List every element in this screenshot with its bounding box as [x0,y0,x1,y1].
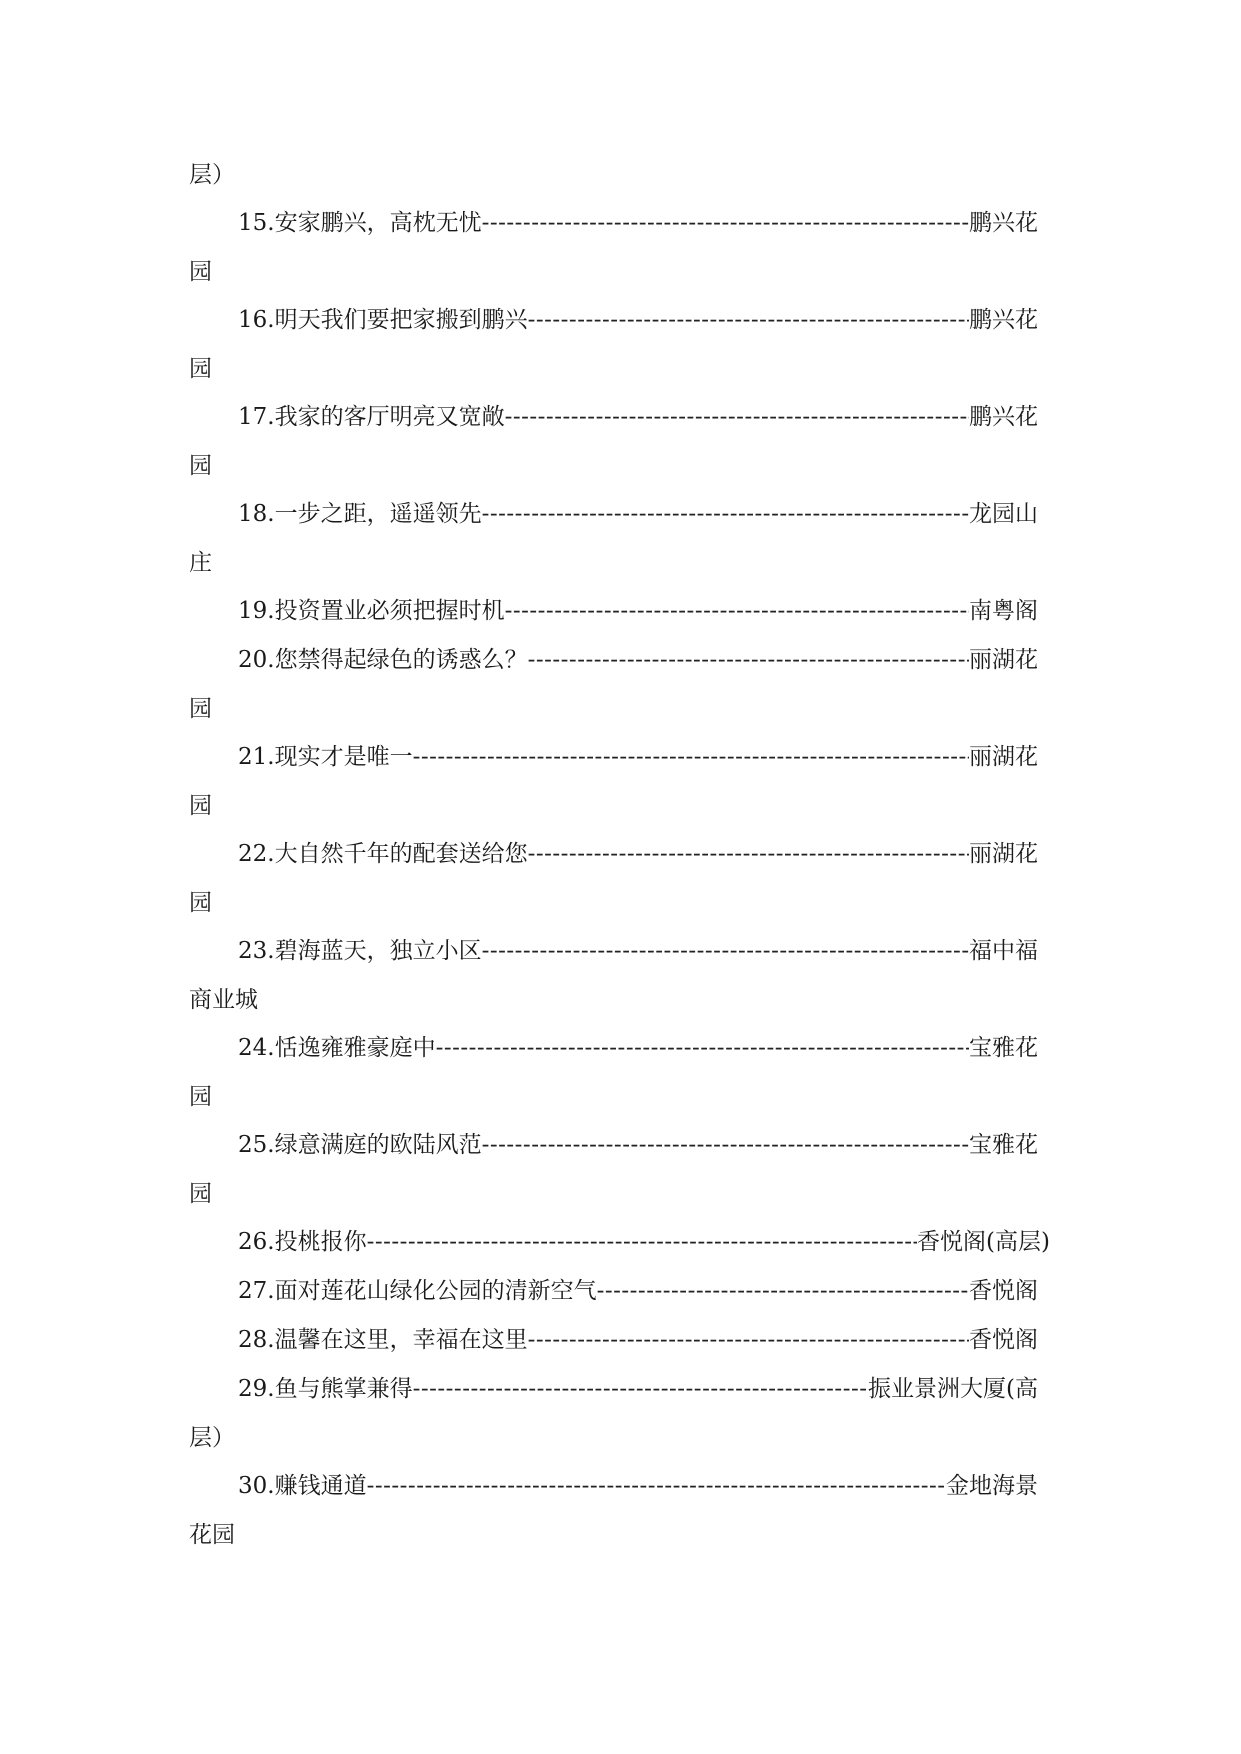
list-item [238,206,1038,240]
leader-dashes [367,1469,946,1503]
list-item [238,303,1038,337]
item-number: 22. [238,841,275,867]
leader-dashes [482,206,969,240]
list-item [238,837,1038,871]
leader-dashes [505,400,969,434]
item-number: 21. [238,744,275,770]
item-slogan: 您禁得起绿色的诱惑么？ [274,647,528,673]
item-slogan: 一步之距，遥遥领先 [274,501,482,527]
item-destination: 香悦阁 [969,1327,1038,1353]
item-slogan: 恬逸雍雅豪庭中 [274,1035,436,1061]
leader-dashes [482,497,969,531]
leader-dashes [505,594,969,628]
leader-dashes [528,1323,969,1357]
item-slogan: 我家的客厅明亮又宽敞 [274,404,505,430]
item-slogan: 绿意满庭的欧陆风范 [274,1132,482,1158]
item-destination: 鹏兴花 [969,404,1038,430]
item-number: 29. [238,1376,275,1402]
item-destination: 鹏兴花 [969,307,1038,333]
item-destination: 宝雅花 [969,1132,1038,1158]
continuation-line: 层） [189,162,235,188]
item-number: 17. [238,404,275,430]
continuation-line: 园 [189,259,212,285]
list-item [238,497,1038,531]
list-item [238,1469,1038,1503]
item-slogan: 赚钱通道 [274,1473,367,1499]
continuation-line: 商业城 [189,987,258,1013]
item-slogan: 碧海蓝天，独立小区 [274,938,482,964]
item-destination: 香悦阁 [969,1278,1038,1304]
item-slogan: 明天我们要把家搬到鹏兴 [274,307,528,333]
list-item [238,1031,1038,1065]
item-slogan: 面对莲花山绿化公园的清新空气 [274,1278,597,1304]
item-slogan: 现实才是唯一 [274,744,413,770]
item-slogan: 鱼与熊掌兼得 [274,1376,413,1402]
item-destination: 振业景洲大厦(高 [868,1376,1038,1402]
item-slogan: 投资置业必须把握时机 [274,598,505,624]
list-item [238,934,1038,968]
item-destination: 福中福 [969,938,1038,964]
leader-dashes [436,1031,969,1065]
item-number: 27. [238,1278,275,1304]
leader-dashes [482,934,969,968]
item-number: 16. [238,307,275,333]
leader-dashes [528,303,969,337]
item-slogan: 温馨在这里，幸福在这里 [274,1327,528,1353]
item-number: 15. [238,210,275,236]
continuation-line: 园 [189,890,212,916]
item-number: 24. [238,1035,275,1061]
continuation-line: 园 [189,453,212,479]
item-destination: 金地海景 [946,1473,1038,1499]
list-item [238,1274,1038,1308]
item-destination: 丽湖花 [969,744,1038,770]
list-item [238,1128,1038,1162]
continuation-line: 庄 [189,550,212,576]
list-item [238,1225,1050,1259]
continuation-line: 花园 [189,1522,235,1548]
item-destination: 宝雅花 [969,1035,1038,1061]
item-slogan: 投桃报你 [274,1229,367,1255]
list-item [238,740,1038,774]
item-destination: 丽湖花 [969,841,1038,867]
item-number: 20. [238,647,275,673]
continuation-line: 园 [189,696,212,722]
leader-dashes [528,643,969,677]
item-number: 30. [238,1473,275,1499]
list-item [238,1323,1038,1357]
item-number: 19. [238,598,275,624]
item-destination: 鹏兴花 [969,210,1038,236]
leader-dashes [528,837,969,871]
list-item [238,643,1038,677]
continuation-line: 层） [189,1425,235,1451]
item-destination: 南粤阁 [969,598,1038,624]
item-number: 28. [238,1327,275,1353]
item-number: 26. [238,1229,275,1255]
item-destination: 龙园山 [969,501,1038,527]
leader-dashes [413,1372,868,1406]
continuation-line: 园 [189,793,212,819]
leader-dashes [413,740,969,774]
continuation-line: 园 [189,356,212,382]
leader-dashes [482,1128,969,1162]
item-number: 18. [238,501,275,527]
list-item [238,594,1038,628]
leader-dashes [597,1274,969,1308]
item-destination: 丽湖花 [969,647,1038,673]
leader-dashes [367,1225,917,1259]
continuation-line: 园 [189,1181,212,1207]
item-destination: 香悦阁(高层) [917,1229,1050,1255]
list-item [238,1372,1038,1406]
item-number: 25. [238,1132,275,1158]
item-slogan: 安家鹏兴，高枕无忧 [274,210,482,236]
continuation-line: 园 [189,1084,212,1110]
item-slogan: 大自然千年的配套送给您 [274,841,528,867]
item-number: 23. [238,938,275,964]
list-item [238,400,1038,434]
